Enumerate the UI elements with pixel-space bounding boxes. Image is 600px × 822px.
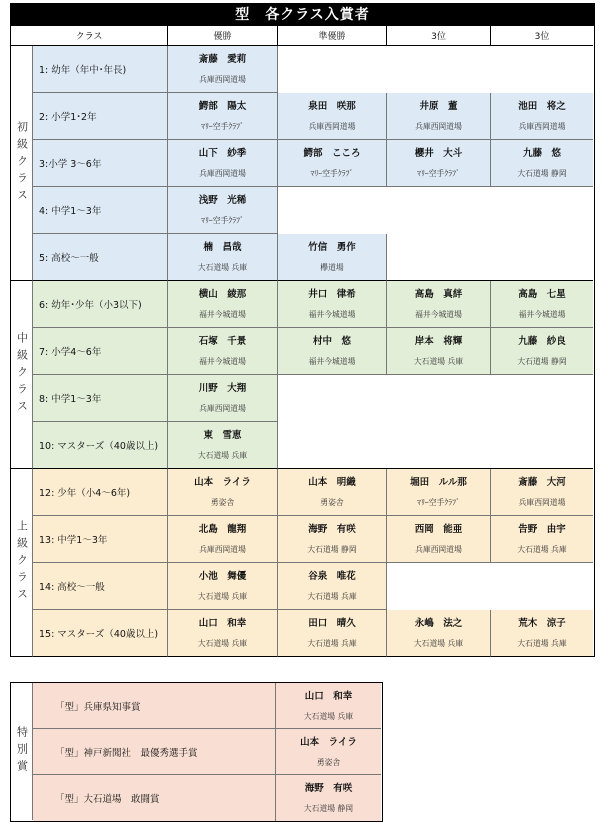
winner-dojo: 大石道場 兵庫	[197, 592, 248, 601]
winner-dojo: 大石道場 兵庫	[197, 451, 248, 460]
award-name: 「型」兵庫県知事賞	[33, 683, 276, 729]
winner-dojo: 大石道場 兵庫	[413, 639, 464, 648]
winner-cell	[168, 140, 278, 187]
group-label-text: 中級クラス	[15, 332, 29, 417]
winner-cell	[387, 516, 491, 563]
winner-name: 斎藤 愛莉	[198, 54, 247, 65]
winner-dojo: 大石道場 静岡	[517, 357, 567, 366]
winner-name: 山本 明織	[308, 477, 356, 488]
winner-name: 告野 由宇	[518, 524, 566, 535]
winner-name: 小池 舞優	[198, 571, 247, 582]
winner-name: 荒木 涼子	[518, 618, 566, 629]
page-title: 型 各クラス入賞者	[10, 3, 595, 25]
winner-name: 井口 律希	[308, 289, 356, 300]
winner-name: 竹信 勇作	[308, 242, 356, 253]
class-label: 8: 中学1～3年	[33, 375, 168, 422]
winner-dojo: 福井今城道場	[308, 310, 356, 319]
winner-name: 浅野 光稀	[198, 195, 247, 206]
winner-dojo: 大石道場 兵庫	[307, 592, 357, 601]
winner-cell	[387, 328, 491, 375]
award-winner-dojo: 勇姿舎	[316, 758, 341, 767]
winner-dojo: 大石道場 静岡	[517, 169, 567, 178]
winner-name: 海野 有咲	[308, 524, 356, 535]
winner-cell	[491, 516, 593, 563]
class-label: 5: 高校～一般	[33, 234, 168, 281]
class-label: 1: 幼年（年中･年長)	[33, 46, 168, 93]
winner-cell	[387, 281, 491, 328]
winner-dojo: 大石道場 兵庫	[517, 545, 567, 554]
winner-name: 九藤 悠	[522, 148, 561, 159]
group-label-2	[11, 469, 33, 657]
winner-name: 斎藤 大河	[518, 477, 566, 488]
winner-cell	[491, 140, 593, 187]
winner-cell	[168, 516, 278, 563]
winner-name: 山口 和幸	[198, 618, 247, 629]
winner-cell	[168, 469, 278, 516]
award-winner-cell	[276, 683, 381, 729]
winner-dojo: 大石道場 兵庫	[197, 263, 248, 272]
class-label: 2: 小学1･2年	[33, 93, 168, 140]
class-label: 12: 少年（小4～6年)	[33, 469, 168, 516]
winner-cell	[168, 422, 278, 469]
winner-cell	[168, 46, 278, 93]
winner-cell	[278, 93, 387, 140]
winner-name: 田口 晴久	[308, 618, 356, 629]
class-label: 7: 小学4～6年	[33, 328, 168, 375]
winner-dojo: 兵庫西岡道場	[518, 498, 566, 507]
award-winner-dojo: 大石道場 静岡	[303, 804, 354, 813]
header-first: 優勝	[168, 26, 278, 46]
winner-name: 山本 ライラ	[194, 477, 251, 488]
winner-dojo: 福井今城道場	[518, 310, 566, 319]
winner-dojo: 兵庫西岡道場	[199, 75, 246, 84]
winner-dojo: 兵庫西岡道場	[308, 122, 356, 131]
winner-name: 石塚 千景	[198, 336, 247, 347]
winner-dojo: ﾏﾘｰ空手ｸﾗﾌﾞ	[417, 169, 460, 178]
winner-name: 泉田 咲那	[308, 101, 356, 112]
winner-dojo: ﾏﾘｰ空手ｸﾗﾌﾞ	[201, 122, 244, 131]
winner-name: 永嶋 法之	[414, 618, 463, 629]
winner-name: 池田 将之	[518, 101, 566, 112]
special-group-label	[11, 683, 33, 820]
winner-cell	[168, 328, 278, 375]
winner-name: 岸本 将輝	[414, 336, 463, 347]
winner-dojo: 兵庫西岡道場	[415, 545, 462, 554]
class-label: 10: マスターズ（40歳以上)	[33, 422, 168, 469]
winner-cell	[168, 187, 278, 234]
special-group-text: 特別賞	[15, 726, 29, 777]
winner-name: 谷泉 唯花	[308, 571, 356, 582]
winner-dojo: 兵庫西岡道場	[199, 545, 246, 554]
winner-cell	[387, 93, 491, 140]
winner-cell	[278, 328, 387, 375]
award-winner-cell	[276, 729, 381, 775]
winner-dojo: 兵庫西岡道場	[199, 169, 246, 178]
winner-dojo: 福井今城道場	[308, 357, 356, 366]
class-label: 15: マスターズ（40歳以上)	[33, 610, 168, 657]
winner-cell	[491, 93, 593, 140]
group-label-text: 上級クラス	[15, 520, 29, 605]
winner-cell	[491, 328, 593, 375]
header-second: 準優勝	[278, 26, 387, 46]
winner-dojo: 福井今城道場	[199, 357, 246, 366]
winner-dojo: ﾏﾘｰ空手ｸﾗﾌﾞ	[417, 498, 460, 507]
winner-name: 櫻井 大斗	[414, 148, 463, 159]
class-label: 13: 中学1～3年	[33, 516, 168, 563]
winner-cell	[387, 469, 491, 516]
award-name: 「型」大石道場 敢闘賞	[33, 775, 276, 821]
winner-dojo: ﾏﾘｰ空手ｸﾗﾌﾞ	[201, 216, 244, 225]
winner-name: 川野 大翔	[198, 383, 247, 394]
winner-name: 鰐部 陽太	[198, 101, 247, 112]
header-class: クラス	[11, 26, 168, 46]
winner-name: 楠 昌哉	[203, 242, 242, 253]
winner-cell	[387, 610, 491, 657]
winner-name: 北島 龍翔	[198, 524, 247, 535]
class-label: 14: 高校～一般	[33, 563, 168, 610]
winner-name: 村中 悠	[312, 336, 351, 347]
group-label-1	[11, 281, 33, 469]
award-winner-name: 山本 ライラ	[300, 737, 357, 748]
winner-cell	[278, 234, 387, 281]
award-winner-name: 海野 有咲	[304, 783, 353, 794]
winner-cell	[168, 375, 278, 422]
award-winner-dojo: 大石道場 兵庫	[303, 712, 354, 721]
winner-dojo: 福井今城道場	[415, 310, 462, 319]
winner-dojo: 大石道場 兵庫	[413, 357, 464, 366]
winner-dojo: 大石道場 静岡	[307, 545, 357, 554]
winner-cell	[491, 281, 593, 328]
winner-name: 鰐部 こころ	[303, 148, 361, 159]
winner-cell	[491, 469, 593, 516]
winner-cell	[278, 140, 387, 187]
winner-cell	[168, 563, 278, 610]
winner-cell	[168, 234, 278, 281]
winner-dojo: 兵庫西岡道場	[199, 404, 246, 413]
results-table	[10, 25, 595, 657]
winner-dojo: 大石道場 兵庫	[307, 639, 357, 648]
winner-dojo: ﾏﾘｰ空手ｸﾗﾌﾞ	[310, 169, 354, 178]
winner-dojo: 大石道場 兵庫	[197, 639, 248, 648]
winner-name: 九藤 紗良	[518, 336, 566, 347]
class-label: 3:小学 3～6年	[33, 140, 168, 187]
winner-name: 井原 董	[419, 101, 458, 112]
winner-cell	[278, 610, 387, 657]
group-label-text: 初級クラス	[15, 120, 29, 206]
award-winner-cell	[276, 775, 381, 821]
winner-cell	[387, 140, 491, 187]
winner-dojo: 兵庫西岡道場	[415, 122, 462, 131]
winner-dojo: 兵庫西岡道場	[518, 122, 566, 131]
winner-name: 西岡 能亜	[414, 524, 463, 535]
class-label: 6: 幼年･少年（小3以下)	[33, 281, 168, 328]
header-third-b: 3位	[491, 26, 593, 46]
winner-dojo: 勇姿舎	[210, 498, 235, 507]
award-name: 「型」神戸新聞社 最優秀選手賞	[33, 729, 276, 775]
winner-cell	[168, 93, 278, 140]
winner-dojo: 勇姿舎	[320, 498, 344, 507]
winner-name: 高島 真絆	[414, 289, 463, 300]
winner-cell	[278, 469, 387, 516]
winner-name: 高島 七星	[518, 289, 566, 300]
winner-name: 横山 綾那	[198, 289, 247, 300]
winner-name: 山下 紗季	[198, 148, 247, 159]
special-awards-table	[10, 682, 383, 822]
winner-dojo: 欅道場	[320, 263, 344, 272]
award-winner-name: 山口 和幸	[304, 691, 353, 702]
winner-cell	[168, 281, 278, 328]
winner-cell	[491, 610, 593, 657]
winner-cell	[278, 281, 387, 328]
winner-name: 堀田 ルル那	[410, 477, 467, 488]
winner-dojo: 大石道場 兵庫	[517, 639, 567, 648]
winner-name: 東 雪恵	[203, 430, 242, 441]
winner-cell	[278, 516, 387, 563]
class-label: 4: 中学1～3年	[33, 187, 168, 234]
winner-cell	[168, 610, 278, 657]
header-third-a: 3位	[387, 26, 491, 46]
winner-cell	[278, 563, 387, 610]
group-label-0	[11, 46, 33, 281]
winner-dojo: 福井今城道場	[199, 310, 246, 319]
